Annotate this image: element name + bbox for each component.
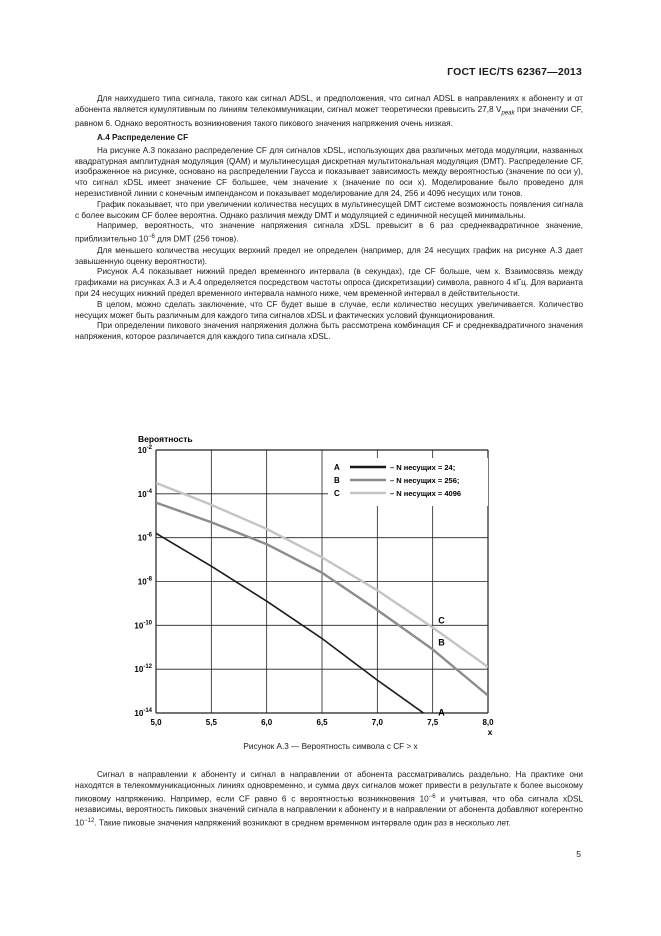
paragraph-8: При определении пикового значения напряжения должна быть рассмотрена комбинация CF и среднеквадратичного значения напряжения, которое различается для каждого типа сигнала xDSL. [75, 321, 583, 342]
x-tick-label: 6,5 [316, 718, 328, 727]
section-title: A.4 Распределение CF [97, 133, 189, 143]
document-header: ГОСТ IEC/TS 62367—2013 [447, 66, 582, 78]
x-tick-label: 7,5 [427, 718, 439, 727]
y-tick-label: $10^{-6}$ [137, 532, 152, 543]
body-top [75, 94, 583, 343]
x-axis-label: x [487, 727, 493, 737]
legend-letter: A [334, 463, 340, 472]
y-tick-label: $10^{-8}$ [137, 576, 152, 587]
y-tick-label: $10^{-14}$ [134, 708, 152, 718]
paragraph-3: График показывает, что при увеличении количества несущих в мультинесущей DMT системе возможность появления сигнала с более высоким CF более вероятна. Однако различия между DMT и модуляцией с единичной несущей минимальны. [75, 199, 583, 220]
x-tick-label: 5,5 [205, 718, 217, 727]
page-number: 5 [576, 849, 581, 859]
curve-annotation: B [438, 637, 445, 648]
x-tick-label: 6,0 [261, 718, 273, 727]
legend-label: – N несущих = 256; [390, 476, 460, 485]
paragraph-7: В целом, можно сделать заключение, что CF будет выше в случае, если количество несущих увеличивается. Количество несущих может быть различным для каждого типа сигналов xDSL и фактических условий функционирования. [75, 299, 583, 320]
figure-caption: Рисунок А.3 — Вероятность символа с CF > x [243, 742, 418, 751]
curve-annotation: A [438, 707, 445, 718]
paragraph-9: Сигнал в направлении к абоненту и сигнал в направлении от абонента рассматривались раздельно. На практике они находятся в телекоммуникационных линиях одновременно, и сумма двух сигналов может привести в результате к более высокому пиковому напряжению. Например, если CF равно 6 с вероятностью возникновения $10^{-6}$ и учитывая, что оба сигнала xDSL независимы, вероятность пиковых значений сигнала в направлении к абоненту и в направлении от абонента добавляют когерентно $10^{-12}$. Такие пиковые значения напряжений возникают в среднем временном интервале один раз в несколько лет. [75, 770, 583, 828]
legend-label: – N несущих = 24; [390, 463, 456, 472]
legend-letter: C [334, 489, 340, 498]
legend-letter: B [334, 476, 340, 485]
paragraph-4: Например, вероятность, что значение напряжения сигнала xDSL превысит в 6 раз среднеквадратичное значение, приблизительно $10^{-6}$ для DMT (256 тонов). [75, 221, 583, 244]
figure-chart [120, 428, 510, 743]
legend-label: – N несущих = 4096 [390, 489, 462, 498]
paragraph-6: Рисунок А.4 показывает нижний предел временного интервала (в секундах), где CF больше, чем x. Взаимосвязь между графиками на рисунках А.3 и А.4 определяется посредством частоты опроса (дискретизации) символа, равного 4 кГц. Для варианта при 24 несущих нижний предел временного интервала намного ниже, чем временной интервал в действительности. [75, 267, 583, 298]
body-bottom [75, 770, 583, 829]
y-tick-label: $10^{-10}$ [134, 620, 152, 631]
paragraph-2: На рисунке А.3 показано распределение CF для сигналов xDSL, использующих два различных метода модуляции, названных квадратурная амплитудная модуляция (QAM) и мультинесущая дискретная мультитональная модуляция (DMT). Распределение CF, изображенное на рисунке, основано на распределении Гаусса и показывает зависимость между вероятностью (значение по оси y), что сигнал xDSL имеет значение CF большее, чем значение x (значение по оси x). Моделирование было проведено для нерезистивной линии с конечным импендансом и показывает моделирование для 24, 256 и 4096 несущих или тонов. [75, 145, 583, 199]
y-tick-label: $10^{-4}$ [137, 488, 152, 499]
paragraph-1: Для наихудшего типа сигнала, такого как сигнал ADSL, и предположения, что сигнал ADSL в направлениях к абоненту и от абонента является кумулятивным по линиям телекоммуникации, сигнал может теоретически превысить 27,8 $V_{peak}$ при значении CF, равном 6. Однако вероятность возникновения такого пикового значения напряжения очень низкая. [75, 94, 583, 129]
paragraph-5: Для меньшего количества несущих верхний предел не определен (например, для 24 несущих график на рисунке А.3 дает завышенную оценку вероятности). [75, 245, 583, 266]
x-tick-label: 5,0 [150, 718, 162, 727]
y-tick-label: $10^{-12}$ [134, 664, 152, 675]
y-axis-label: Вероятность [138, 434, 193, 444]
y-tick-label: $10^{-2}$ [137, 445, 152, 455]
x-tick-label: 8,0 [482, 718, 494, 727]
curve-annotation: C [438, 615, 445, 626]
x-tick-label: 7,0 [371, 718, 383, 727]
probability-chart [120, 428, 510, 738]
